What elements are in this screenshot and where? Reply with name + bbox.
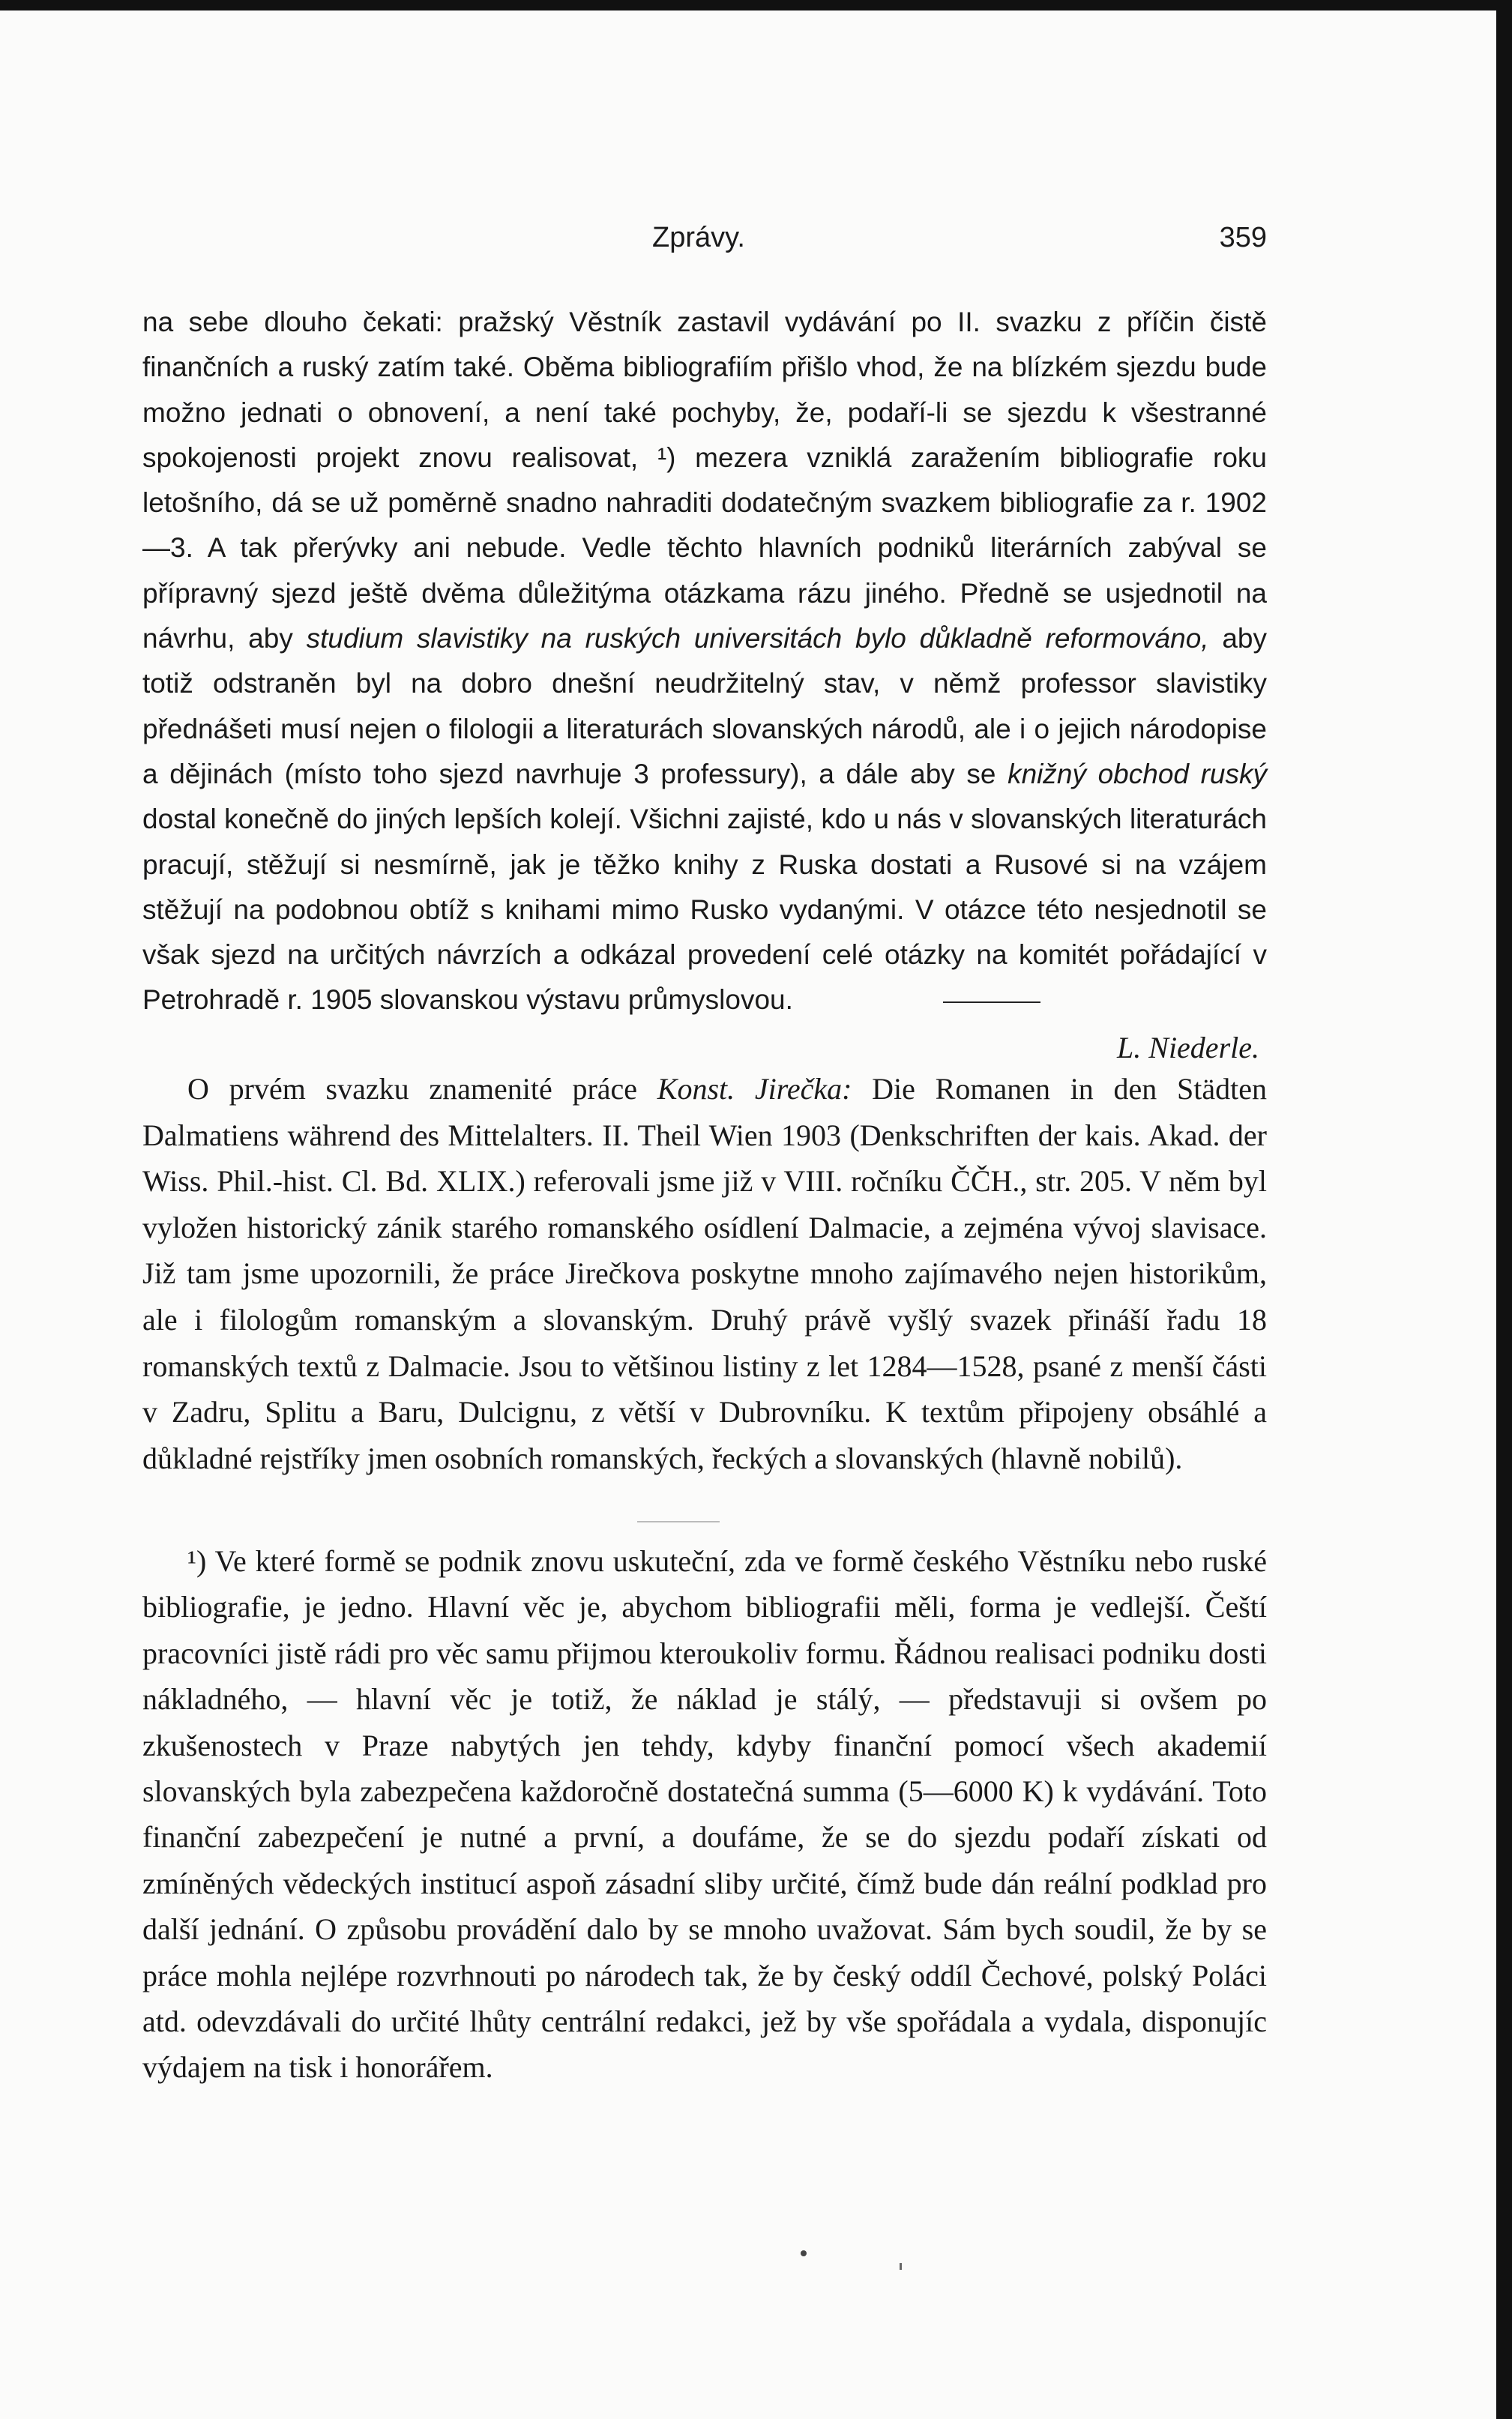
footnote <box>142 1538 1267 2091</box>
paragraph-body <box>142 1066 1267 1481</box>
signature-line <box>142 1023 1267 1072</box>
author-signature: L. Niederle. <box>1117 1030 1259 1064</box>
print-speck <box>801 2250 807 2256</box>
emphasis-studium: studium slavistiky na ruských universitách bylo důkladně reformováno, <box>306 623 1209 654</box>
emphasis-author: Konst. Jirečka: <box>657 1072 852 1106</box>
footnote-text: Ve které formě se podnik znovu uskuteční, zda ve formě českého Věstníku nebo ruské bibliografie, je jedno. Hlavní věc je, abychom bibliografii měli, forma je vedlejší. Čeští pracovníci jistě rádi pro věc samu přijmou kteroukoliv formu. Řádnou realisaci podniku dosti nákladného, — hlavní věc je totiž, že náklad je stálý, — představuji si ovšem po zkušenostech v Praze nabytých jen tehdy, kdyby finanční pomocí všech akademií slovanských byla zabezpečena každoročně dostatečná summa (5—6000 K) k vydávání. Toto finanční zabezpečení je nutné a první, a doufáme, že se do sjezdu podaří získati od zmíněných vědeckých institucí aspoň zásadní sliby určité, čímž bude dán reální podklad pro další jednání. O způsobu provádění dalo by se mnoho uvažovat. Sám bych soudil, že by se práce mohla nejlépe rozvrhnouti po národech tak, že by český oddíl Čechové, polský Poláci atd. odevzdávali do určité lhůty centrální redakci, jež by vše spořádala a vydala, disponujíc výdajem na tisk i honorářem. <box>142 1544 1267 2085</box>
section-title: Zprávy. <box>652 222 745 253</box>
text-run: na sebe dlouho čekati: pražský Věstník zastavil vydávání po II. svazku z příčin čistě finančních a ruský zatím také. Oběma bibliografiím přišlo vhod, že na blízkém sjezdu bude možno jednati o obnovení, a není také pochyby, že, podaří-li se sjezdu k všestranné spokojenosti projekt znovu realisovat, ¹) mezera vzniklá zaražením bibliografie roku letošního, dá se už poměrně snadno nahraditi dodatečným svazkem bibliografie za r. 1902—3. A tak přerývky ani nebude. Vedle těchto hlavních podniků literárních zabýval se přípravný sjezd ještě dvěma důležitýma otázkama rázu jiného. Předně se usjednotil na návrhu, aby <box>142 307 1267 654</box>
running-header <box>142 222 1267 267</box>
report-paragraph-1 <box>142 300 1267 1072</box>
report-paragraph-2 <box>142 1066 1267 1481</box>
text-run: aby totiž odstraněn byl na dobro dnešní neudržitelný stav, v němž professor slavistiky přednášeti musí nejen o filologii a literaturách slovanských národů, ale i o jejich národopise a dějinách (místo toho sjezd navrhuje 3 professury), a dále aby se <box>142 623 1267 789</box>
text-run: O prvém svazku znamenité práce <box>187 1072 657 1106</box>
print-speck <box>900 2263 902 2270</box>
text-run: dostal konečně do jiných lepších kolejí. Všichni zajisté, kdo u nás v slovanských literaturách pracují, stěžují si nesmírně, jak je těžko knihy z Ruska dostati a Rusové si na vzájem stěžují na podobnou obtíž s knihami mimo Rusko vydanými. V otázce této nesjednotil se však sjezd na určitých návrzích a odkázal provedení celé otázky na komitét pořádající v Petrohradě r. 1905 slovanskou výstavu průmyslovou. <box>142 804 1267 1016</box>
footnote-marker: ¹) <box>187 1544 207 1578</box>
scanned-page <box>0 10 1496 2419</box>
footnote-divider <box>637 1521 720 1522</box>
signature-rule <box>943 1001 1040 1003</box>
footnote-body <box>142 1538 1267 2091</box>
emphasis-obchod: knižný obchod ruský <box>1008 758 1267 789</box>
text-run: Die Romanen in den Städten Dalmatiens während des Mittelalters. II. Theil Wien 1903 (Denkschriften der kais. Akad. der Wiss. Phil.-hist. Cl. Bd. XLIX.) referovali jsme již v VIII. ročníku ČČH., str. 205. V něm byl vyložen historický zánik starého romanského osídlení Dalmacie, a zejména vývoj slavisace. Již tam jsme upozornili, že práce Jirečkova poskytne mnoho zajímavého nejen historikům, ale i filologům romanským a slovanským. Druhý právě vyšlý svazek přináší řadu 18 romanských textů z Dalmacie. Jsou to většinou listiny z let 1284—1528, psané z menší části v Zadru, Splitu a Baru, Dulcignu, z větší v Dubrovníku. K textům připojeny obsáhlé a důkladné rejstříky jmen osobních romanských, řeckých a slovanských (hlavně nobilů). <box>142 1072 1268 1475</box>
page-number: 359 <box>1219 222 1267 253</box>
paragraph-body <box>142 300 1267 1023</box>
